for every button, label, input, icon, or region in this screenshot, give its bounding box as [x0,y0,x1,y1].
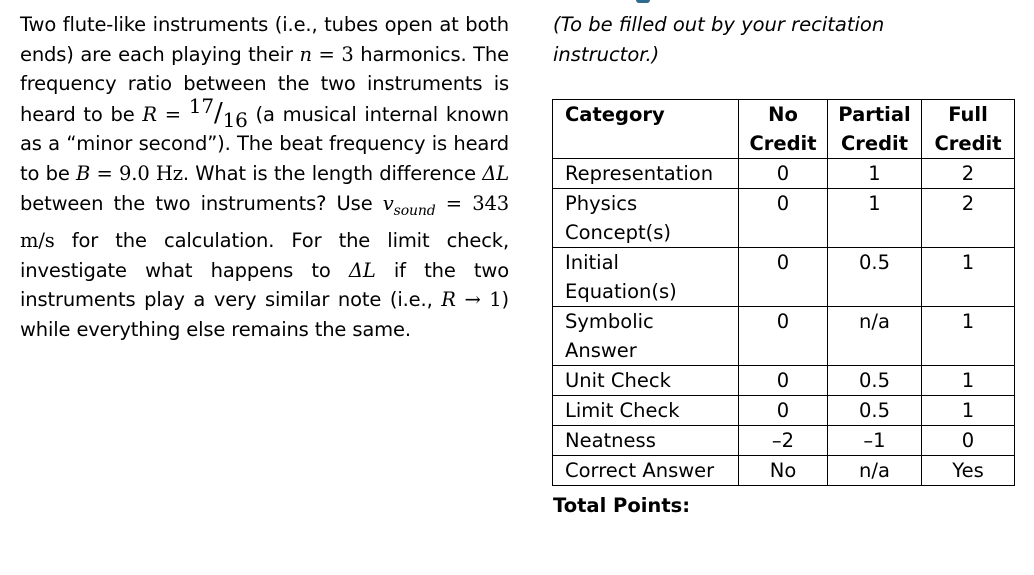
math-equals: = [156,102,189,126]
problem-text: . What is the length difference [182,161,483,185]
rubric-header-row [553,100,1015,159]
category-cell: Initial Equation(s) [553,248,739,307]
table-row [553,159,1015,189]
partial-credit-cell: n/a [828,456,922,486]
partial-credit-cell: 0.5 [828,366,922,396]
category-cell: Neatness [553,426,739,456]
partial-credit-cell: n/a [828,307,922,366]
full-credit-cell: 1 [922,248,1015,307]
full-credit-cell: 0 [922,426,1015,456]
no-credit-cell: 0 [739,248,828,307]
partial-credit-cell: 1 [828,159,922,189]
problem-text: for the calculation. For the limit check, investigate what happens to [20,229,509,282]
problem-statement [20,10,509,344]
header-full-credit: Full Credit [922,100,1015,159]
math-B-value: = 9.0 Hz [90,161,183,185]
math-v-subscript: sound [393,202,436,219]
problem-text: if the two instruments play a very similar note (i.e., [20,258,509,312]
table-row [553,189,1015,248]
clipped-heading-fragment [636,0,650,3]
category-cell: Symbolic Answer [553,307,739,366]
table-row [553,456,1015,486]
math-R: R [441,288,456,312]
no-credit-cell: 0 [739,159,828,189]
category-cell: Correct Answer [553,456,739,486]
full-credit-cell: 2 [922,189,1015,248]
category-cell: Representation [553,159,739,189]
full-credit-cell: Yes [922,456,1015,486]
math-n: n [299,42,312,66]
header-partial-credit: Partial Credit [828,100,922,159]
table-row [553,426,1015,456]
math-B: B [76,161,91,185]
no-credit-cell: –2 [739,426,828,456]
no-credit-cell: 0 [739,189,828,248]
math-n-value: = 3 [311,42,354,66]
partial-credit-cell: 0.5 [828,248,922,307]
table-row [553,396,1015,426]
math-limit: → 1 [455,288,502,312]
no-credit-cell: No [739,456,828,486]
math-delta-L: ΔL [348,258,376,282]
problem-text: ) while everything else remains the same. [20,288,509,341]
table-row [553,307,1015,366]
full-credit-cell: 2 [922,159,1015,189]
partial-credit-cell: 1 [828,189,922,248]
full-credit-cell: 1 [922,366,1015,396]
partial-credit-cell: –1 [828,426,922,456]
no-credit-cell: 0 [739,396,828,426]
category-cell: Physics Concept(s) [553,189,739,248]
fraction-slash: / [213,97,223,128]
full-credit-cell: 1 [922,396,1015,426]
full-credit-cell: 1 [922,307,1015,366]
math-v: v [382,191,394,215]
fraction-denominator: 16 [222,107,248,132]
table-row [553,366,1015,396]
math-delta-L: ΔL [482,161,510,185]
category-cell: Limit Check [553,396,739,426]
table-row [553,248,1015,307]
total-points-label: Total Points: [553,494,691,517]
no-credit-cell: 0 [739,307,828,366]
problem-text: harmonics. The frequency ratio between the two instruments is heard to be [20,42,509,126]
category-cell: Unit Check [553,366,739,396]
rubric-instructions: (To be filled out by your recitation instructor.) [553,13,885,66]
problem-text: (a musical internal known as a “minor second”). The beat frequency is heard to be [20,102,509,185]
rubric-table [552,99,1015,486]
no-credit-cell: 0 [739,366,828,396]
header-no-credit: No Credit [739,100,828,159]
math-R: R [142,102,157,126]
math-ratio-fraction [188,93,248,132]
fraction-numerator: 17 [188,93,214,118]
problem-text: Two flute-like instruments (i.e., tubes open at both ends) are each playing their [20,13,509,66]
header-category: Category [553,100,739,159]
math-v-value: = 343 m/s [20,191,509,253]
partial-credit-cell: 0.5 [828,396,922,426]
problem-text: between the two instruments? Use [20,191,383,215]
